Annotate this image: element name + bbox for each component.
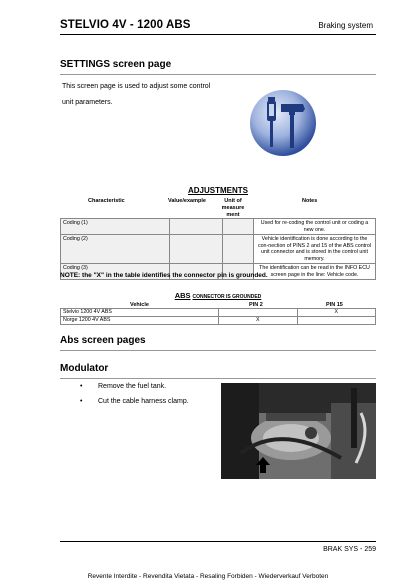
adjustments-table: [60, 218, 376, 280]
col-header-notes: Notes: [302, 198, 318, 204]
cell-value: [170, 219, 223, 235]
modulator-steps: [80, 383, 189, 413]
cell-characteristic: Coding (3): [61, 264, 170, 280]
cell-unit: [223, 235, 254, 264]
bullet-icon: •: [80, 383, 83, 390]
connector-table: [60, 308, 376, 325]
cell-unit: [223, 219, 254, 235]
step-text: Cut the cable harness clamp.: [98, 398, 189, 405]
connector-table-title: [60, 291, 376, 300]
grounded-pin-note: NOTE: the "X" in the table identifies the connector pin is grounded.: [60, 272, 268, 279]
modulator-title: Modulator: [60, 363, 109, 374]
table-row: [61, 235, 376, 264]
cell-notes: Used for re-coding the control unit or coding a new one.: [254, 219, 376, 235]
cell-value: [170, 235, 223, 264]
col-header-pin2: PIN 2: [249, 302, 263, 308]
connector-title-abs: ABS: [174, 291, 191, 300]
col-header-unit: Unit of measure ment: [221, 198, 245, 218]
table-row: [61, 219, 376, 235]
table-row: [61, 309, 376, 317]
list-item: [80, 383, 189, 390]
settings-intro-line1: This screen page is used to adjust some control: [62, 83, 211, 90]
col-header-pin15: PIN 15: [326, 302, 343, 308]
table-row: [61, 317, 376, 325]
col-header-characteristic: Characteristic: [88, 198, 125, 204]
cell-notes: Vehicle identification is done according to the con-nection of PINS 2 and 15 of the ABS control unit connector and is stored in the control unit memory.: [254, 235, 376, 264]
settings-section-divider: [60, 74, 376, 75]
adjustments-title: ADJUSTMENTS: [187, 186, 248, 195]
cell-vehicle: Stelvio 1200 4V ABS: [61, 309, 219, 317]
cell-pin2: X: [219, 317, 297, 325]
col-header-value: Value/example: [168, 198, 206, 204]
page-number: BRAK SYS - 259: [323, 546, 376, 553]
connector-title-grounded: CONNECTOR IS GROUNDED: [192, 294, 262, 300]
modulator-divider: [60, 378, 376, 379]
header-divider: [60, 34, 376, 35]
step-text: Remove the fuel tank.: [98, 383, 167, 390]
bullet-icon: •: [80, 398, 83, 405]
cell-pin2: [219, 309, 297, 317]
page-header-section: Braking system: [318, 21, 373, 30]
cell-notes: The identification can be read in the INFO ECU screen page in the line: Vehicle code.: [254, 264, 376, 280]
diagnostic-tool-hammer-icon: [248, 82, 318, 163]
resale-notice: Revente Interdite - Revendita Vietata - Resaling Forbiden - Wiederverkauf Verboten: [87, 573, 329, 580]
cell-characteristic: Coding (2): [61, 235, 170, 264]
cell-pin15: X: [297, 309, 375, 317]
cell-characteristic: Coding (1): [61, 219, 170, 235]
abs-pages-title: Abs screen pages: [60, 335, 146, 346]
page-header-title: STELVIO 4V - 1200 ABS: [60, 19, 191, 31]
abs-pages-divider: [60, 350, 376, 351]
footer-divider: [60, 541, 376, 542]
settings-intro-line2: unit parameters.: [62, 99, 113, 106]
col-header-vehicle: Vehicle: [130, 302, 149, 308]
modulator-photo: [221, 383, 376, 479]
list-item: [80, 398, 189, 405]
settings-intro: [62, 79, 222, 111]
cell-pin15: [297, 317, 375, 325]
settings-section-title: SETTINGS screen page: [60, 59, 172, 70]
cell-vehicle: Norge 1200 4V ABS: [61, 317, 219, 325]
